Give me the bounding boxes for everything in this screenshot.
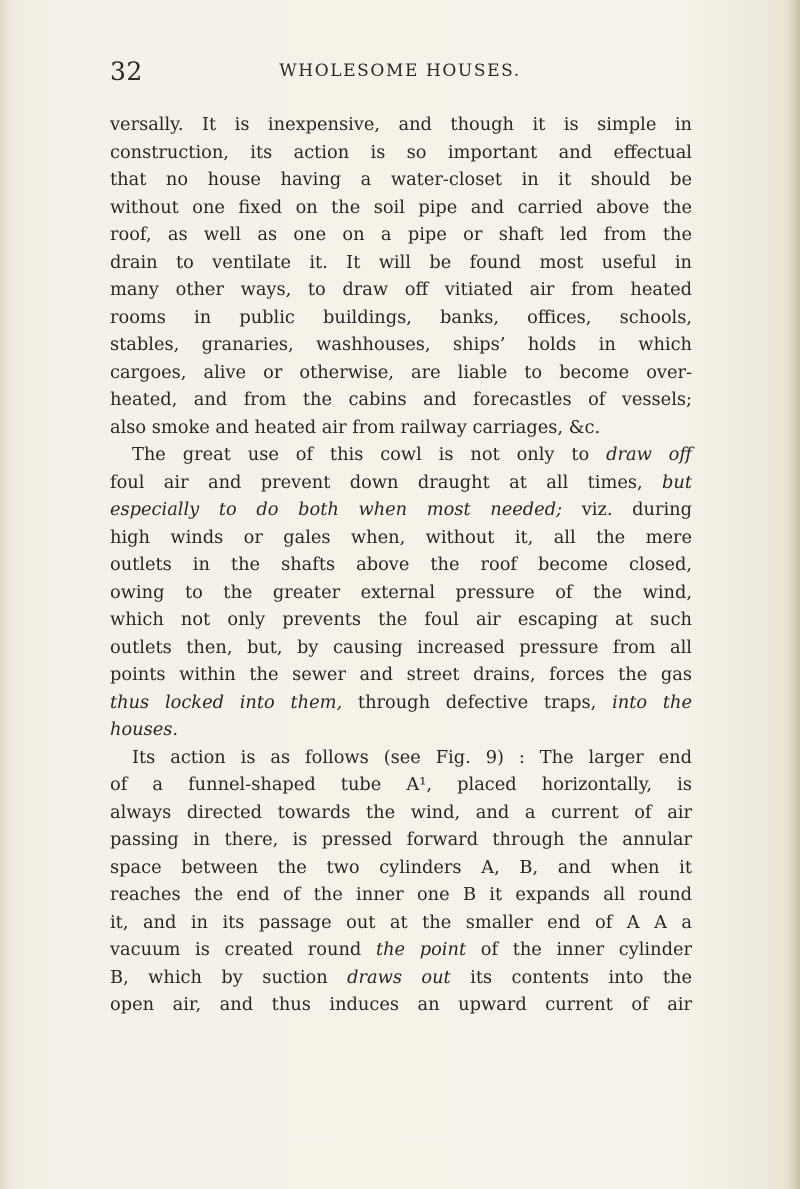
text-line xyxy=(110,661,692,689)
text-segment: rooms in public buildings, banks, offices, schools, xyxy=(110,306,692,328)
text-line xyxy=(110,716,692,744)
text-line xyxy=(110,854,692,882)
text-line xyxy=(110,166,692,194)
text-segment: always directed towards the wind, and a current of air xyxy=(110,801,692,823)
text-line xyxy=(110,139,692,167)
text-line xyxy=(110,909,692,937)
italic-text: but xyxy=(662,471,692,493)
text-line xyxy=(110,771,692,799)
text-segment: outlets then, but, by causing increased pressure from all xyxy=(110,636,692,658)
text-segment: that no house having a water-closet in it should be xyxy=(110,169,692,190)
text-segment: of the inner cylinder xyxy=(466,939,692,960)
text-line xyxy=(110,414,692,442)
text-segment: space between the two cylinders A, B, and when it xyxy=(110,856,692,878)
text-segment: viz. during xyxy=(562,499,692,520)
text-line xyxy=(110,826,692,854)
text-segment: which not only prevents the foul air escaping at such xyxy=(110,609,692,630)
text-line xyxy=(110,111,692,139)
text-segment: it, and in its passage out at the smaller end of A A a xyxy=(110,911,692,933)
body-text xyxy=(110,111,692,1019)
text-segment: cargoes, alive or otherwise, are liable to become over- xyxy=(110,361,692,383)
text-segment: without one fixed on the soil pipe and carried above the xyxy=(110,196,692,218)
text-line xyxy=(110,331,692,359)
text-line xyxy=(110,799,692,827)
italic-text: the point xyxy=(375,939,467,960)
text-segment: points within the sewer and street drains, forces the gas xyxy=(110,664,692,685)
text-segment: heated, and from the cabins and forecastles of vessels; xyxy=(110,389,692,410)
text-line xyxy=(110,359,692,387)
text-segment: stables, granaries, washhouses, ships’ holds in which xyxy=(110,334,692,355)
text-segment: The great use of this cowl is not only to xyxy=(132,444,607,465)
text-segment: construction, its action is so important and effectual xyxy=(110,141,692,163)
text-line xyxy=(110,524,692,552)
text-segment: owing to the greater external pressure of the wind, xyxy=(110,581,692,603)
text-segment: B, which by suction xyxy=(110,966,348,988)
text-line xyxy=(110,579,692,607)
text-line xyxy=(110,441,692,469)
text-segment: passing in there, is pressed forward through the annular xyxy=(110,829,692,850)
text-line xyxy=(110,744,692,772)
text-line xyxy=(110,469,692,497)
text-line xyxy=(110,249,692,277)
text-line xyxy=(110,221,692,249)
text-segment: Its action is as follows (see Fig. 9) : The larger end xyxy=(132,746,692,768)
page-right-shadow xyxy=(786,0,800,1189)
text-segment: versally. It is inexpensive, and though it is simple in xyxy=(110,114,692,135)
italic-text: thus locked into them, xyxy=(110,691,343,713)
text-line xyxy=(110,991,692,1019)
text-segment: foul air and prevent down draught at all times, xyxy=(110,471,663,493)
text-segment: vacuum is created round xyxy=(110,939,376,960)
text-line xyxy=(110,496,692,524)
text-segment: also smoke and heated air from railway carriages, &c. xyxy=(110,416,601,438)
running-title: WHOLESOME HOUSES. xyxy=(279,61,521,81)
page-number: 32 xyxy=(110,57,143,86)
text-line xyxy=(110,606,692,634)
text-line xyxy=(110,936,692,964)
text-segment: many other ways, to draw off vitiated air from heated xyxy=(110,279,692,300)
text-segment: reaches the end of the inner one B it expands all round xyxy=(110,884,692,905)
text-segment: drain to ventilate it. It will be found most useful in xyxy=(110,251,692,273)
text-line xyxy=(110,276,692,304)
italic-text: draws out xyxy=(347,966,451,988)
text-segment: open air, and thus induces an upward current of air xyxy=(110,994,692,1015)
text-segment: of a funnel-shaped tube A¹, placed horizontally, is xyxy=(110,774,692,795)
italic-text: especially to do both when most needed; xyxy=(110,499,563,520)
italic-text: draw off xyxy=(606,444,692,465)
text-line xyxy=(110,881,692,909)
text-segment: its contents into the xyxy=(450,966,692,988)
text-line xyxy=(110,551,692,579)
text-line xyxy=(110,386,692,414)
italic-text: houses. xyxy=(110,719,179,740)
text-line xyxy=(110,304,692,332)
text-line xyxy=(110,689,692,717)
italic-text: into the xyxy=(612,691,692,713)
text-line xyxy=(110,194,692,222)
running-head xyxy=(110,57,690,87)
text-segment: outlets in the shafts above the roof become closed, xyxy=(110,554,692,575)
text-segment: roof, as well as one on a pipe or shaft led from the xyxy=(110,224,692,245)
text-line xyxy=(110,964,692,992)
text-segment: high winds or gales when, without it, all the mere xyxy=(110,526,692,548)
text-line xyxy=(110,634,692,662)
page-left-shadow xyxy=(0,0,12,1189)
text-segment: through defective traps, xyxy=(342,691,613,713)
